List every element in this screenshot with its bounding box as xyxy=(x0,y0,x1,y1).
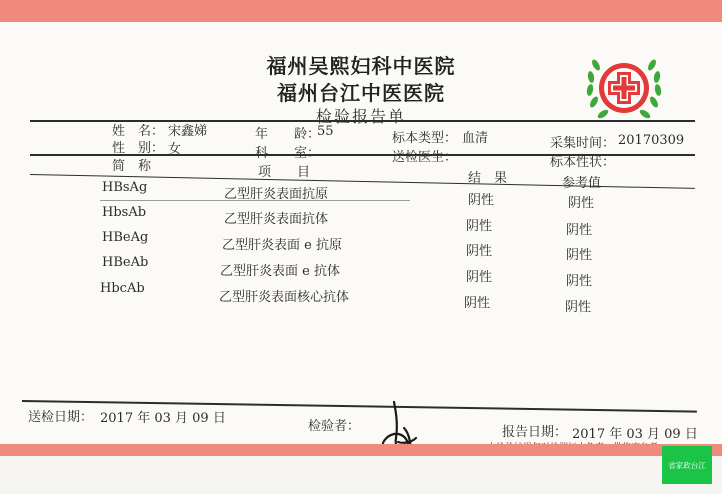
report-date-label: 报告日期： xyxy=(502,425,568,440)
row-item: 乙型肝炎表面 e 抗体 xyxy=(220,264,340,279)
sample-type-label: 标本类型： xyxy=(392,131,458,146)
header-abbr: 简 称 xyxy=(112,159,152,174)
row-reference: 阴性 xyxy=(568,196,595,211)
row-item: 乙型肝炎表面抗原 xyxy=(224,187,329,202)
age-value: 55 xyxy=(317,124,334,139)
sample-type-value: 血清 xyxy=(462,131,489,146)
row-item: 乙型肝炎表面抗体 xyxy=(224,212,329,227)
name-value: 宋鑫娣 xyxy=(168,124,208,139)
row-item: 乙型肝炎表面 e 抗原 xyxy=(222,238,342,253)
row-reference: 阴性 xyxy=(565,300,592,315)
row-reference: 阴性 xyxy=(566,223,593,238)
gender-value: 女 xyxy=(168,142,182,157)
row-result: 阴性 xyxy=(466,244,493,259)
header-item: 项 目 xyxy=(258,165,311,180)
below-sheet-area xyxy=(0,456,722,494)
watermark-badge: 省家政台江 xyxy=(662,446,712,484)
header-result: 结 果 xyxy=(468,171,508,186)
inspector-label: 检验者： xyxy=(308,419,361,434)
report-date-value: 2017 年 03 月 09 日 xyxy=(572,427,698,442)
hospital-logo-icon xyxy=(580,44,668,132)
row-underline xyxy=(100,200,410,201)
submit-date-value: 2017 年 03 月 09 日 xyxy=(100,411,226,426)
hospital-name-1: 福州吴熙妇科中医院 xyxy=(266,54,456,78)
collect-time-label: 采集时间： xyxy=(550,136,616,151)
header-reference: 参考值 xyxy=(562,176,602,191)
row-reference: 阴性 xyxy=(566,274,593,289)
row-item: 乙型肝炎表面核心抗体 xyxy=(219,290,350,305)
row-reference: 阴性 xyxy=(566,248,593,263)
hospital-name-2: 福州台江中医医院 xyxy=(277,81,445,105)
submit-date-label: 送检日期： xyxy=(28,410,94,425)
row-abbr: HbcAb xyxy=(100,281,145,296)
age-label: 年 龄： xyxy=(255,127,321,142)
name-label: 姓 名： xyxy=(112,124,165,139)
row-result: 阴性 xyxy=(468,193,495,208)
row-abbr: HBsAg xyxy=(102,180,148,195)
row-result: 阴性 xyxy=(464,296,491,311)
gender-label: 性 别： xyxy=(112,141,165,156)
row-result: 阴性 xyxy=(466,270,493,285)
report-title: 检验报告单 xyxy=(315,107,406,126)
collect-time-value: 20170309 xyxy=(618,133,685,148)
row-abbr: HbsAb xyxy=(102,205,147,220)
row-abbr: HBeAb xyxy=(102,255,149,270)
row-abbr: HBeAg xyxy=(102,230,149,245)
department-label: 科 室： xyxy=(255,146,321,161)
sample-state-label: 标本性状： xyxy=(550,155,616,170)
doctor-label: 送检医生： xyxy=(392,150,458,165)
top-color-band xyxy=(0,0,722,22)
row-result: 阴性 xyxy=(466,219,493,234)
bottom-color-band xyxy=(0,444,722,456)
